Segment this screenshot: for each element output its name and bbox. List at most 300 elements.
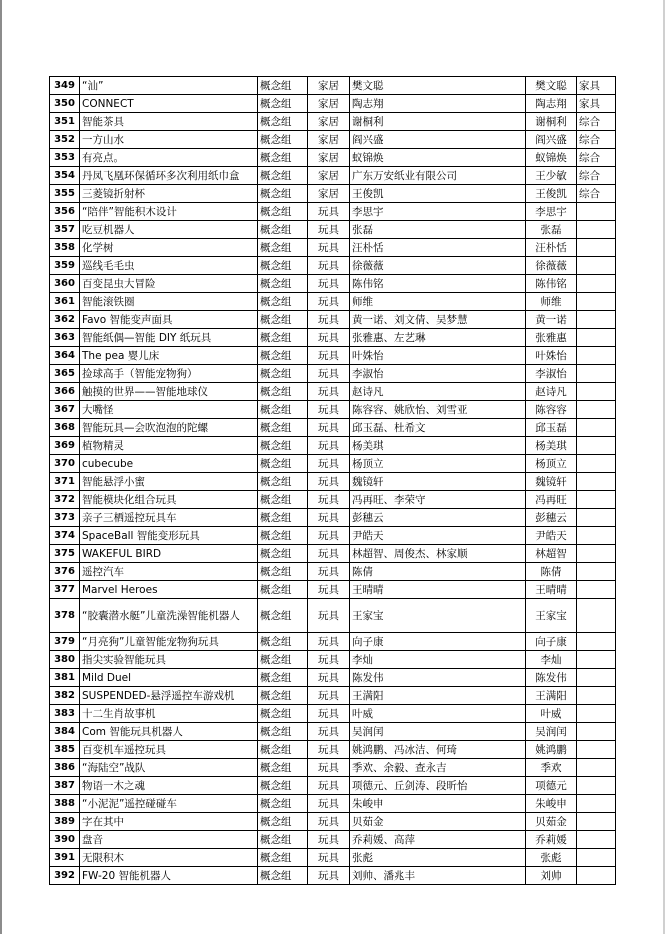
entry-group: 概念组 — [258, 401, 308, 419]
entry-category: 玩具 — [308, 221, 350, 239]
entry-title: 指尖实验智能玩具 — [80, 651, 258, 669]
entry-award: 综合 — [577, 167, 616, 185]
table-row — [50, 383, 616, 401]
entry-category: 玩具 — [308, 311, 350, 329]
entry-category: 家居 — [308, 77, 350, 95]
entry-title: 有亮点。 — [80, 149, 258, 167]
entry-members: 谢桐利 — [350, 113, 526, 131]
entry-members: 项德元、丘剑涛、段昕怡 — [350, 777, 526, 795]
entry-group: 概念组 — [258, 831, 308, 849]
entry-lead: 刘帅 — [526, 867, 577, 885]
table-row — [50, 669, 616, 687]
entry-group: 概念组 — [258, 777, 308, 795]
entry-title: 十二生肖故事机 — [80, 705, 258, 723]
entry-category: 玩具 — [308, 293, 350, 311]
entry-members: 徐薇薇 — [350, 257, 526, 275]
entry-award — [577, 813, 616, 831]
entry-group: 概念组 — [258, 563, 308, 581]
entry-award — [577, 401, 616, 419]
entry-lead: 王少敏 — [526, 167, 577, 185]
entry-number: 380 — [50, 651, 80, 669]
table-row — [50, 777, 616, 795]
entry-lead: 吴润闰 — [526, 723, 577, 741]
entry-number: 357 — [50, 221, 80, 239]
entry-number: 389 — [50, 813, 80, 831]
table-row — [50, 95, 616, 113]
entry-lead: 师维 — [526, 293, 577, 311]
entry-number: 374 — [50, 527, 80, 545]
entry-category: 玩具 — [308, 831, 350, 849]
entry-lead: 杨美琪 — [526, 437, 577, 455]
table-row — [50, 419, 616, 437]
entry-category: 玩具 — [308, 455, 350, 473]
entry-number: 381 — [50, 669, 80, 687]
entry-group: 概念组 — [258, 723, 308, 741]
entry-members: 尹皓天 — [350, 527, 526, 545]
entry-category: 玩具 — [308, 275, 350, 293]
entry-number: 359 — [50, 257, 80, 275]
entry-title: cubecube — [80, 455, 258, 473]
entry-award — [577, 473, 616, 491]
entry-category: 玩具 — [308, 795, 350, 813]
entry-lead: 黄一诺 — [526, 311, 577, 329]
entry-lead: 陈容容 — [526, 401, 577, 419]
entry-members: 吴润闰 — [350, 723, 526, 741]
entry-title: “海陆空”战队 — [80, 759, 258, 777]
entry-members: 林超智、周俊杰、林家顺 — [350, 545, 526, 563]
entry-group: 概念组 — [258, 365, 308, 383]
entry-category: 家居 — [308, 113, 350, 131]
entry-award — [577, 455, 616, 473]
entry-group: 概念组 — [258, 705, 308, 723]
entry-lead: 叶威 — [526, 705, 577, 723]
entry-group: 概念组 — [258, 651, 308, 669]
entry-members: 刘帅、潘兆丰 — [350, 867, 526, 885]
entry-number: 384 — [50, 723, 80, 741]
entry-members: 李灿 — [350, 651, 526, 669]
table-row — [50, 257, 616, 275]
entry-group: 概念组 — [258, 239, 308, 257]
entry-title: 巡线毛毛虫 — [80, 257, 258, 275]
entry-group: 概念组 — [258, 813, 308, 831]
entry-category: 玩具 — [308, 563, 350, 581]
table-row — [50, 849, 616, 867]
table-row — [50, 455, 616, 473]
table-row — [50, 347, 616, 365]
entry-lead: 陈发伟 — [526, 669, 577, 687]
entry-group: 概念组 — [258, 509, 308, 527]
entry-group: 概念组 — [258, 633, 308, 651]
table-row — [50, 705, 616, 723]
entry-members: 李思宇 — [350, 203, 526, 221]
entry-category: 家居 — [308, 131, 350, 149]
entry-group: 概念组 — [258, 149, 308, 167]
entry-group: 概念组 — [258, 77, 308, 95]
entry-members: 冯再旺、李荣守 — [350, 491, 526, 509]
entry-number: 387 — [50, 777, 80, 795]
entry-members: 李淑怡 — [350, 365, 526, 383]
entry-award: 综合 — [577, 113, 616, 131]
entry-title: Favo 智能变声面具 — [80, 311, 258, 329]
entry-lead: 彭穗云 — [526, 509, 577, 527]
entry-lead: 王家宝 — [526, 599, 577, 633]
entry-group: 概念组 — [258, 545, 308, 563]
entry-category: 玩具 — [308, 867, 350, 885]
entry-category: 玩具 — [308, 599, 350, 633]
entry-lead: 姚鸿鹏 — [526, 741, 577, 759]
table-row — [50, 473, 616, 491]
entry-award: 家具 — [577, 77, 616, 95]
table-row — [50, 401, 616, 419]
table-row — [50, 831, 616, 849]
entry-group: 概念组 — [258, 383, 308, 401]
entry-category: 玩具 — [308, 581, 350, 599]
entry-category: 玩具 — [308, 777, 350, 795]
entry-members: 汪朴恬 — [350, 239, 526, 257]
entry-group: 概念组 — [258, 257, 308, 275]
table-row — [50, 131, 616, 149]
entry-lead: 季欢 — [526, 759, 577, 777]
entry-group: 概念组 — [258, 203, 308, 221]
entry-award — [577, 491, 616, 509]
entry-members: 乔莉媛、高萍 — [350, 831, 526, 849]
entry-members: 朱峻申 — [350, 795, 526, 813]
entry-lead: 谢桐利 — [526, 113, 577, 131]
entry-award — [577, 545, 616, 563]
entry-title: “汕” — [80, 77, 258, 95]
entry-title: 三菱镜折射杯 — [80, 185, 258, 203]
entry-group: 概念组 — [258, 795, 308, 813]
entry-title: 化学树 — [80, 239, 258, 257]
entry-award — [577, 777, 616, 795]
entry-title: 无限积木 — [80, 849, 258, 867]
entry-title: 百变昆虫大冒险 — [80, 275, 258, 293]
entry-members: 樊文聪 — [350, 77, 526, 95]
entry-members: 陈发伟 — [350, 669, 526, 687]
page-edge-left — [0, 0, 2, 934]
entry-members: 贝茹金 — [350, 813, 526, 831]
entry-category: 玩具 — [308, 759, 350, 777]
entry-number: 375 — [50, 545, 80, 563]
entry-title: “小泥泥”遥控碰碰车 — [80, 795, 258, 813]
entry-award — [577, 221, 616, 239]
table-row — [50, 491, 616, 509]
entry-lead: 陈倩 — [526, 563, 577, 581]
entry-lead: 张雅惠 — [526, 329, 577, 347]
entry-lead: 杨顶立 — [526, 455, 577, 473]
entry-award — [577, 563, 616, 581]
entry-title: 植物精灵 — [80, 437, 258, 455]
entry-award — [577, 831, 616, 849]
table-row — [50, 185, 616, 203]
entry-title: 智能纸偶—智能 DIY 纸玩具 — [80, 329, 258, 347]
entry-category: 玩具 — [308, 509, 350, 527]
entry-group: 概念组 — [258, 759, 308, 777]
entry-number: 379 — [50, 633, 80, 651]
entry-number: 385 — [50, 741, 80, 759]
entry-title: “月亮狗”儿童智能宠物狗玩具 — [80, 633, 258, 651]
entry-category: 玩具 — [308, 203, 350, 221]
entry-award — [577, 795, 616, 813]
entry-members: 陈倩 — [350, 563, 526, 581]
entry-members: 张彪 — [350, 849, 526, 867]
entry-members: 叶威 — [350, 705, 526, 723]
entry-category: 玩具 — [308, 527, 350, 545]
entry-category: 玩具 — [308, 741, 350, 759]
entry-members: 王满阳 — [350, 687, 526, 705]
entry-lead: 汪朴恬 — [526, 239, 577, 257]
entry-title: WAKEFUL BIRD — [80, 545, 258, 563]
entry-group: 概念组 — [258, 293, 308, 311]
entry-number: 364 — [50, 347, 80, 365]
table-row — [50, 149, 616, 167]
entry-title: FW-20 智能机器人 — [80, 867, 258, 885]
entry-category: 玩具 — [308, 239, 350, 257]
entry-lead: 李灿 — [526, 651, 577, 669]
entry-members: 广东万安纸业有限公司 — [350, 167, 526, 185]
entry-group: 概念组 — [258, 741, 308, 759]
entry-number: 361 — [50, 293, 80, 311]
entry-lead: 魏镜轩 — [526, 473, 577, 491]
entry-award — [577, 669, 616, 687]
entries-table-body — [50, 77, 616, 885]
entry-members: 邱玉磊、杜希文 — [350, 419, 526, 437]
entry-title: 智能模块化组合玩具 — [80, 491, 258, 509]
entry-lead: 蚁锦焕 — [526, 149, 577, 167]
entry-number: 356 — [50, 203, 80, 221]
entry-members: 陶志翔 — [350, 95, 526, 113]
entry-members: 季欢、余毅、查永吉 — [350, 759, 526, 777]
table-row — [50, 329, 616, 347]
entry-title: SpaceBall 智能变形玩具 — [80, 527, 258, 545]
entry-number: 376 — [50, 563, 80, 581]
entry-number: 372 — [50, 491, 80, 509]
entry-group: 概念组 — [258, 329, 308, 347]
table-row — [50, 741, 616, 759]
entry-award — [577, 687, 616, 705]
entry-award — [577, 581, 616, 599]
entry-members: 阎兴盛 — [350, 131, 526, 149]
table-row — [50, 687, 616, 705]
entry-number: 365 — [50, 365, 80, 383]
table-row — [50, 275, 616, 293]
entry-members: 赵诗凡 — [350, 383, 526, 401]
entry-group: 概念组 — [258, 275, 308, 293]
table-row — [50, 581, 616, 599]
entry-category: 玩具 — [308, 723, 350, 741]
entry-title: 吃豆机器人 — [80, 221, 258, 239]
entry-award — [577, 239, 616, 257]
entry-title: Com 智能玩具机器人 — [80, 723, 258, 741]
entry-category: 玩具 — [308, 545, 350, 563]
entry-number: 382 — [50, 687, 80, 705]
entry-title: Marvel Heroes — [80, 581, 258, 599]
entry-group: 概念组 — [258, 347, 308, 365]
entry-category: 玩具 — [308, 419, 350, 437]
entry-members: 杨顶立 — [350, 455, 526, 473]
entry-title: 百变机车遥控玩具 — [80, 741, 258, 759]
entry-title: 捡球高手（智能宠物狗） — [80, 365, 258, 383]
table-row — [50, 113, 616, 131]
entry-group: 概念组 — [258, 185, 308, 203]
table-row — [50, 221, 616, 239]
entry-group: 概念组 — [258, 221, 308, 239]
entry-category: 家居 — [308, 185, 350, 203]
entry-lead: 项德元 — [526, 777, 577, 795]
entry-group: 概念组 — [258, 131, 308, 149]
entry-title: Mild Duel — [80, 669, 258, 687]
entry-group: 概念组 — [258, 437, 308, 455]
entry-number: 377 — [50, 581, 80, 599]
entry-number: 383 — [50, 705, 80, 723]
table-row — [50, 867, 616, 885]
entry-number: 366 — [50, 383, 80, 401]
entry-award — [577, 509, 616, 527]
entry-members: 张磊 — [350, 221, 526, 239]
entry-title: 智能悬浮小蜜 — [80, 473, 258, 491]
entry-award — [577, 383, 616, 401]
entry-award — [577, 257, 616, 275]
entry-award — [577, 275, 616, 293]
entry-number: 349 — [50, 77, 80, 95]
table-row — [50, 77, 616, 95]
entry-award — [577, 365, 616, 383]
entry-lead: 徐薇薇 — [526, 257, 577, 275]
entry-lead: 阎兴盛 — [526, 131, 577, 149]
entry-members: 向子康 — [350, 633, 526, 651]
entry-title: 大嘴怪 — [80, 401, 258, 419]
entry-number: 352 — [50, 131, 80, 149]
entry-members: 陈容容、姚欣怡、刘雪亚 — [350, 401, 526, 419]
entry-lead: 叶姝怡 — [526, 347, 577, 365]
entry-award — [577, 867, 616, 885]
entry-lead: 乔莉媛 — [526, 831, 577, 849]
entry-members: 张雅惠、左艺琳 — [350, 329, 526, 347]
entry-number: 362 — [50, 311, 80, 329]
table-row — [50, 813, 616, 831]
entry-award — [577, 723, 616, 741]
entry-number: 363 — [50, 329, 80, 347]
entry-group: 概念组 — [258, 581, 308, 599]
entry-title: 字在其中 — [80, 813, 258, 831]
entry-members: 师维 — [350, 293, 526, 311]
entry-number: 369 — [50, 437, 80, 455]
entry-group: 概念组 — [258, 311, 308, 329]
entry-group: 概念组 — [258, 455, 308, 473]
entry-category: 玩具 — [308, 437, 350, 455]
entry-category: 玩具 — [308, 669, 350, 687]
entry-category: 玩具 — [308, 347, 350, 365]
table-row — [50, 365, 616, 383]
entry-award — [577, 311, 616, 329]
entry-number: 392 — [50, 867, 80, 885]
entry-members: 王晴晴 — [350, 581, 526, 599]
entry-lead: 向子康 — [526, 633, 577, 651]
entry-lead: 尹皓天 — [526, 527, 577, 545]
entry-number: 354 — [50, 167, 80, 185]
entry-members: 王家宝 — [350, 599, 526, 633]
entry-lead: 贝茹金 — [526, 813, 577, 831]
table-row — [50, 545, 616, 563]
table-row — [50, 651, 616, 669]
entry-members: 王俊凯 — [350, 185, 526, 203]
entry-award — [577, 759, 616, 777]
table-row — [50, 759, 616, 777]
table-row — [50, 293, 616, 311]
entry-category: 玩具 — [308, 849, 350, 867]
entry-number: 388 — [50, 795, 80, 813]
entry-category: 玩具 — [308, 257, 350, 275]
entry-award — [577, 293, 616, 311]
table-row — [50, 509, 616, 527]
entry-award: 综合 — [577, 131, 616, 149]
entry-category: 玩具 — [308, 633, 350, 651]
entry-title: 亲子三栖遥控玩具车 — [80, 509, 258, 527]
entry-members: 彭穗云 — [350, 509, 526, 527]
entry-title: The pea 婴儿床 — [80, 347, 258, 365]
entry-category: 玩具 — [308, 383, 350, 401]
entry-members: 杨美琪 — [350, 437, 526, 455]
entry-group: 概念组 — [258, 669, 308, 687]
entry-title: “胶囊潜水艇”儿童洗澡智能机器人 — [80, 599, 258, 633]
entry-award: 综合 — [577, 185, 616, 203]
entry-group: 概念组 — [258, 419, 308, 437]
entry-category: 家居 — [308, 149, 350, 167]
table-row — [50, 437, 616, 455]
entry-members: 黄一诺、刘文倩、吴梦慧 — [350, 311, 526, 329]
entry-award — [577, 633, 616, 651]
entry-title: 智能茶具 — [80, 113, 258, 131]
entry-award — [577, 347, 616, 365]
entry-title: 遥控汽车 — [80, 563, 258, 581]
entry-title: “陪伴”智能积木设计 — [80, 203, 258, 221]
entry-award — [577, 419, 616, 437]
entry-group: 概念组 — [258, 167, 308, 185]
entry-number: 360 — [50, 275, 80, 293]
entry-lead: 王晴晴 — [526, 581, 577, 599]
entry-lead: 陈伟铭 — [526, 275, 577, 293]
table-row — [50, 723, 616, 741]
entry-title: 一方山水 — [80, 131, 258, 149]
entry-lead: 朱峻申 — [526, 795, 577, 813]
entry-number: 378 — [50, 599, 80, 633]
entry-number: 391 — [50, 849, 80, 867]
entry-number: 386 — [50, 759, 80, 777]
table-row — [50, 527, 616, 545]
entry-category: 玩具 — [308, 473, 350, 491]
entry-members: 蚁锦焕 — [350, 149, 526, 167]
entry-members: 魏镜轩 — [350, 473, 526, 491]
entry-number: 373 — [50, 509, 80, 527]
entry-group: 概念组 — [258, 849, 308, 867]
entry-title: SUSPENDED-悬浮遥控车游戏机 — [80, 687, 258, 705]
entry-title: 盘音 — [80, 831, 258, 849]
entry-group: 概念组 — [258, 473, 308, 491]
entries-table — [49, 76, 616, 885]
entry-lead: 冯再旺 — [526, 491, 577, 509]
entry-category: 玩具 — [308, 401, 350, 419]
entry-number: 351 — [50, 113, 80, 131]
entry-number: 390 — [50, 831, 80, 849]
entry-title: 触摸的世界——智能地球仪 — [80, 383, 258, 401]
table-row — [50, 239, 616, 257]
entry-award — [577, 741, 616, 759]
entry-group: 概念组 — [258, 113, 308, 131]
entry-award — [577, 599, 616, 633]
entry-category: 家居 — [308, 167, 350, 185]
entry-title: CONNECT — [80, 95, 258, 113]
entry-award — [577, 705, 616, 723]
